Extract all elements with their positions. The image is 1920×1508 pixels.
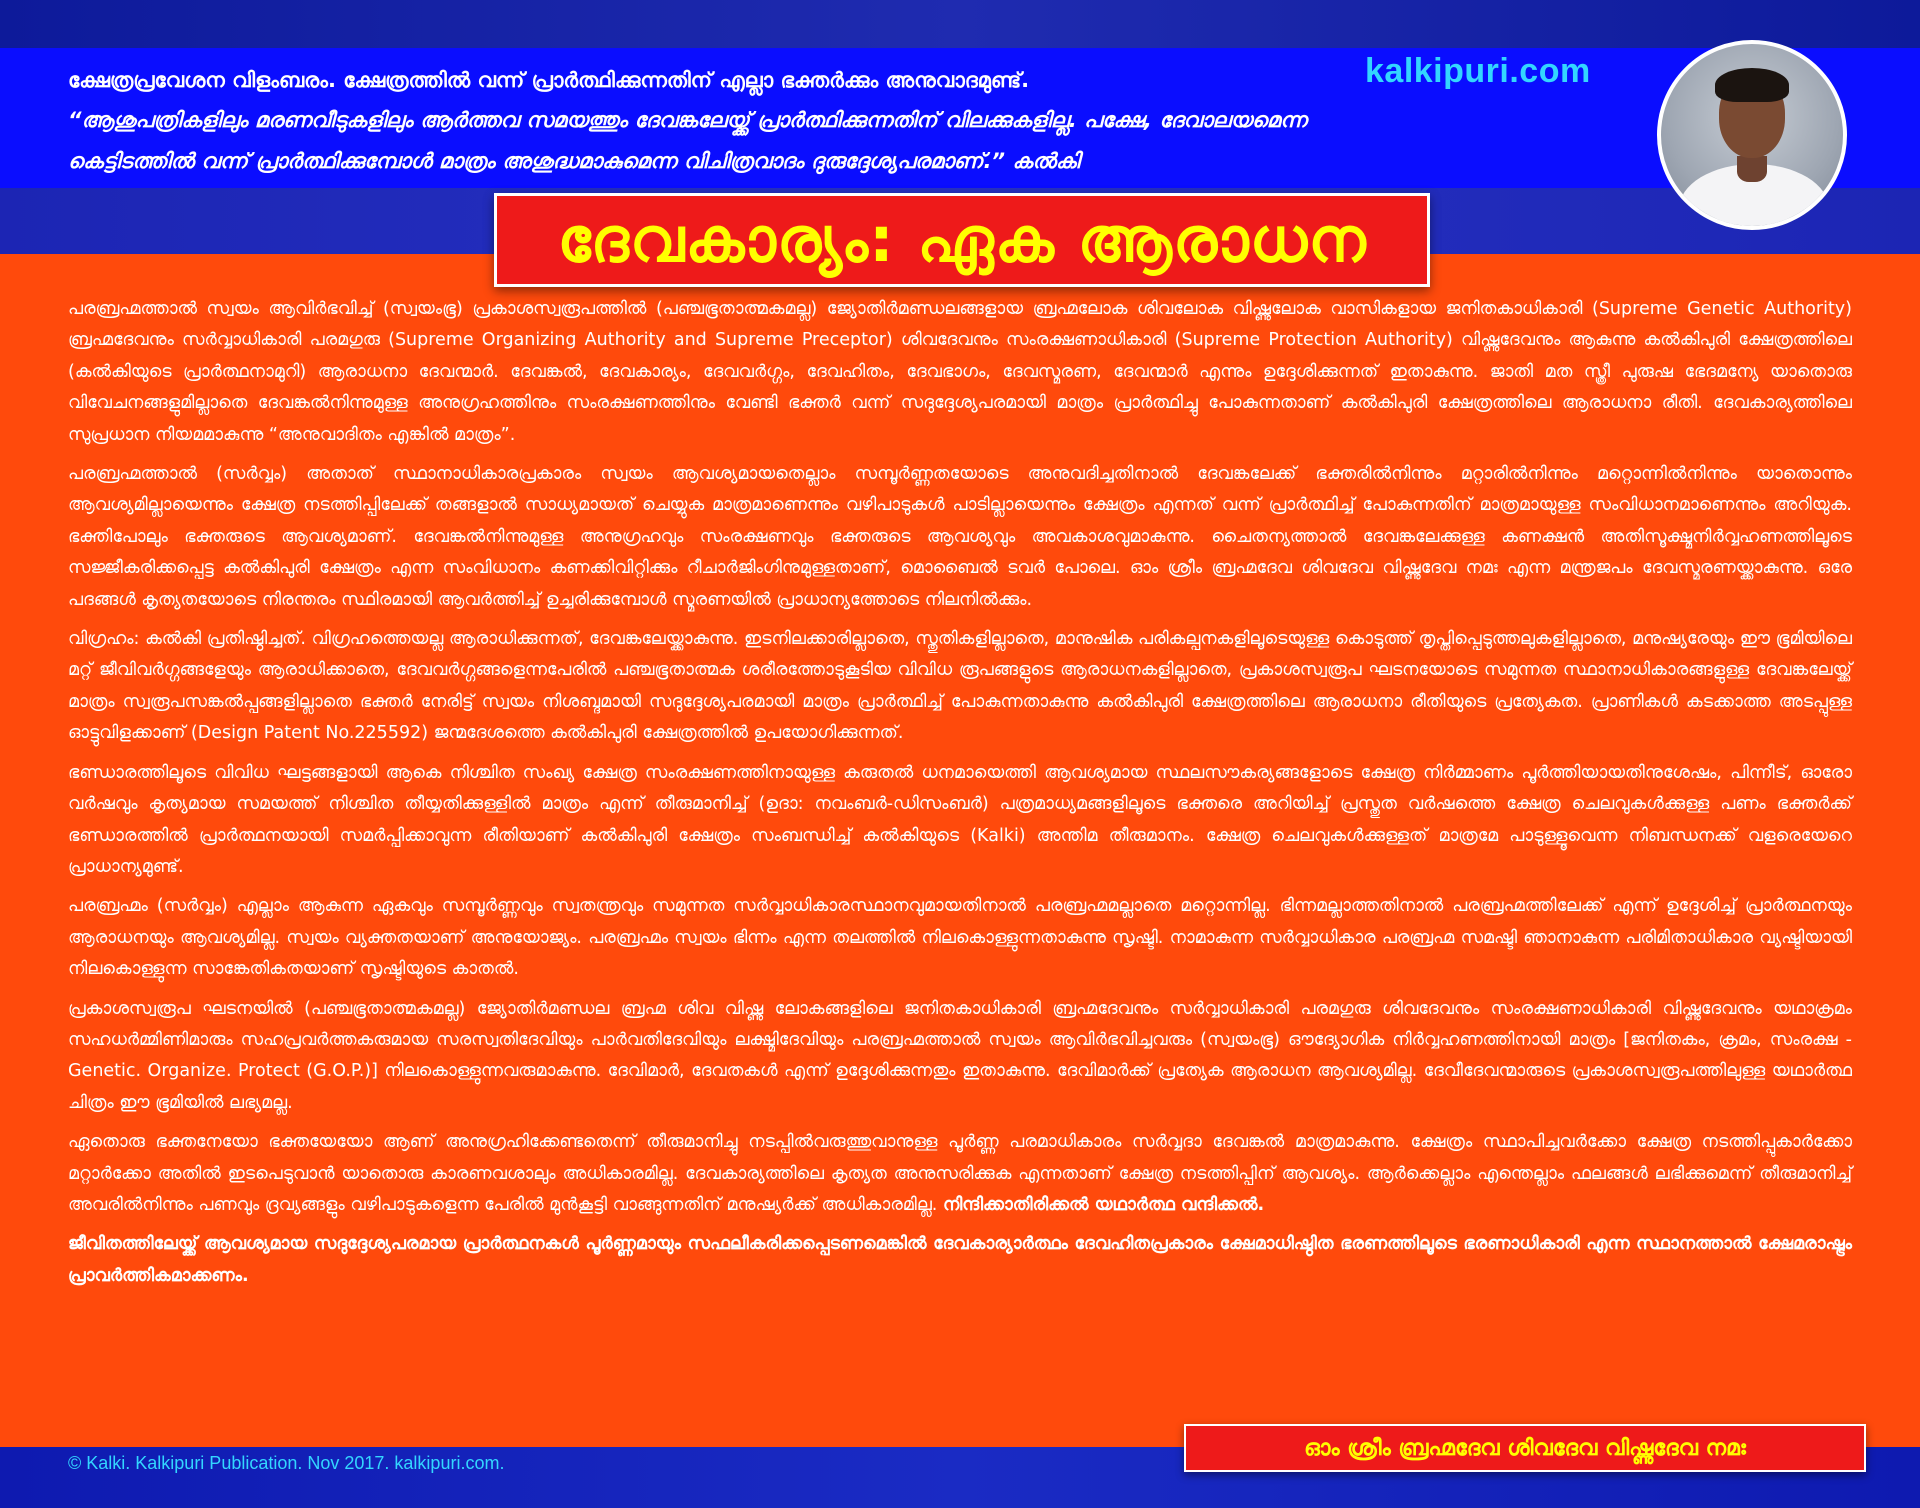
paragraph-deities: പരബ്രഹ്മത്താൽ സ്വയം ആവിർഭവിച്ച് (സ്വയംഭൂ) പ്രകാശസ്വരൂപത്തിൽ (പഞ്ചഭൂതാത്മകമല്ല) ജ്യോതിർമണ്ഡലങ്ങളായ ബ്രഹ്മലോക ശിവലോക വിഷ്ണുലോക വാസികളായ ജനിതകാധികാരി (Supreme Genetic Authority) ബ്രഹ്മദേവനും സർവ്വാധികാരി പരമഗുരു (Supreme Organizing Authority and Supreme Preceptor) ശിവദേവനും സംരക്ഷണാധികാരി (Supreme Protection Authority) വിഷ്ണുദേവനും ആകുന്നു കൽകിപുരി ക്ഷേത്രത്തിലെ (കൽകിയുടെ പ്രാർത്ഥനാമുറി) ആരാധനാ ദേവന്മാർ. ദേവങ്കൽ, ദേവകാര്യം, ദേവവർഗ്ഗം, ദേവഹിതം, ദേവഭാഗം, ദേവസ്മരണ, ദേവന്മാർ എന്നും ഉദ്ദേശിക്കുന്നത് ഇതാകുന്നു. ജാതി മത സ്ത്രീ പുരുഷ ഭേദമന്യേ യാതൊരു വിവേചനങ്ങളുമില്ലാതെ ദേവങ്കൽനിന്നുമുള്ള അനുഗ്രഹത്തിനും സംരക്ഷണത്തിനും വേണ്ടി ഭക്തർ വന്ന് സദുദ്ദേശ്യപരമായി മാത്രം പ്രാർത്ഥിച്ചു പോകുന്നതാണ് കൽകിപുരി ക്ഷേത്രത്തിലെ ആരാധനാ രീതി. ദേവകാര്യത്തിലെ സുപ്രധാന നിയമമാകുന്നു “അനുവാദിതം എങ്കിൽ മാത്രം”. — [68, 299, 1852, 445]
kalki-quote-line-1: “ആശുപത്രികളിലും മരണവീടുകളിലും ആർത്തവ സമയത്തും ദേവങ്കലേയ്ക്ക് പ്രാർത്ഥിക്കുന്നതിന് വിലക്കുകളില്ല. പക്ഷേ, ദേവാലയമെന്ന — [68, 108, 1307, 132]
kalki-quote-line-2: കെട്ടിടത്തിൽ വന്ന് പ്രാർത്ഥിക്കുമ്പോൾ മാത്രം അശുദ്ധമാകുമെന്ന വിചിത്രവാദം ദുരുദ്ദേശ്യപരമാണ്.” കൽകി — [68, 149, 1080, 173]
mantra-banner — [1184, 1424, 1866, 1472]
temple-entry-declaration: ക്ഷേത്രപ്രവേശന വിളംബരം. ക്ഷേത്രത്തിൽ വന്ന് പ്രാർത്ഥിക്കുന്നതിന് എല്ലാ ഭക്തർക്കും അനുവാദമുണ്ട്. — [68, 68, 1030, 92]
header-strip-top — [0, 0, 1920, 48]
portrait-hair — [1715, 68, 1789, 102]
paragraph-goddesses: പ്രകാശസ്വരൂപ ഘടനയിൽ (പഞ്ചഭൂതാത്മകമല്ല) ജ്യോതിർമണ്ഡല ബ്രഹ്മ ശിവ വിഷ്ണു ലോകങ്ങളിലെ ജനിതകാധികാരി ബ്രഹ്മദേവനും സർവ്വാധികാരി പരമഗുരു ശിവദേവനും സംരക്ഷണാധികാരി വിഷ്ണുദേവനും യഥാക്രമം സഹധർമ്മിണിമാരും സഹപ്രവർത്തകരുമായ സരസ്വതിദേവിയും പാർവതിദേവിയും ലക്ഷ്മിദേവിയും പരബ്രഹ്മത്താൽ സ്വയം ആവിർഭവിച്ചവരും (സ്വയംഭൂ) ഔദ്യോഗിക നിർവ്വഹണത്തിനായി മാത്രം [ജനിതകം, ക്രമം, സംരക്ഷ - Genetic. Organize. Protect (G.O.P.)] നിലകൊള്ളുന്നവരുമാകുന്നു. ദേവിമാർ, ദേവതകൾ എന്ന് ഉദ്ദേശിക്കുന്നതും ഇതാകുന്നു. ദേവിമാർക്ക് പ്രത്യേക ആരാധന ആവശ്യമില്ല. ദേവീദേവന്മാരുടെ പ്രകാശസ്വരൂപത്തിലുള്ള യഥാർത്ഥ ചിത്രം ഈ ഭൂമിയിൽ ലഭ്യമല്ല. — [68, 998, 1852, 1113]
mantra-text: ഓം ശ്രീം ബ്രഹ്മദേവ ശിവദേവ വിഷ്ണുദേവ നമഃ — [1304, 1435, 1746, 1461]
paragraph-authority-emphasis: നിന്ദിക്കാതിരിക്കൽ യഥാർത്ഥ വന്ദിക്കൽ. — [942, 1194, 1265, 1215]
paragraph-no-offerings: പരബ്രഹ്മത്താൽ (സർവ്വം) അതാത് സ്ഥാനാധികാരപ്രകാരം സ്വയം ആവശ്യമായതെല്ലാം സമ്പൂർണ്ണതയോടെ അനുവദിച്ചതിനാൽ ദേവങ്കലേക്ക് ഭക്തരിൽനിന്നും മറ്റാരിൽനിന്നും മറ്റൊന്നിൽനിന്നും യാതൊന്നും ആവശ്യമില്ലായെന്നും ക്ഷേത്ര നടത്തിപ്പിലേക്ക് തങ്ങളാൽ സാധ്യമായത് ചെയ്യുക മാത്രമാണെന്നും വഴിപാടുകൾ പാടില്ലായെന്നും ക്ഷേത്രം എന്നത് വന്ന് പ്രാർത്ഥിച്ച് പോകുന്നതിന് മാത്രമായുള്ള സംവിധാനമാണെന്നും അറിയുക. ഭക്തിപോലും ഭക്തരുടെ ആവശ്യമാണ്. ദേവങ്കൽനിന്നുമുള്ള അനുഗ്രഹവും സംരക്ഷണവും ഭക്തരുടെ ആവശ്യവും അവകാശവുമാകുന്നു. ചൈതന്യത്താൽ ദേവങ്കലേക്കുള്ള കണക്ഷൻ അതിസൂക്ഷ്മനിർവ്വഹണത്തിലൂടെ സജ്ജീകരിക്കപ്പെട്ട കൽകിപുരി ക്ഷേത്രം എന്ന സംവിധാനം കണക്കിവിറ്റിക്കും റീചാർജിംഗിനുമുള്ളതാണ്, മൊബൈൽ ടവർ പോലെ. ഓം ശ്രീം ബ്രഹ്മദേവ ശിവദേവ വിഷ്ണുദേവ നമഃ എന്ന മന്ത്രജപം ദേവസ്മരണയ്ക്കാകുന്നു. ഒരേ പദങ്ങൾ കൃത്യതയോടെ നിരന്തരം സ്ഥിരമായി ആവർത്തിച്ച് ഉച്ചരിക്കുമ്പോൾ സ്മരണയിൽ പ്രാധാന്യത്തോടെ നിലനിൽക്കും. — [68, 464, 1852, 610]
title-banner — [494, 193, 1430, 287]
paragraph-authority — [68, 1127, 1852, 1221]
article-body — [68, 294, 1852, 1300]
paragraph-treasury: ഭണ്ഡാരത്തിലൂടെ വിവിധ ഘട്ടങ്ങളായി ആകെ നിശ്ചിത സംഖ്യ ക്ഷേത്ര സംരക്ഷണത്തിനായുള്ള കരുതൽ ധനമായെത്തി ആവശ്യമായ സ്ഥലസൗകര്യങ്ങളോടെ ക്ഷേത്ര നിർമ്മാണം പൂർത്തിയായതിനുശേഷം, പിന്നീട്, ഓരോ വർഷവും കൃത്യമായ സമയത്ത് നിശ്ചിത തീയ്യതിക്കുള്ളിൽ മാത്രം എന്ന് തീരുമാനിച്ച് (ഉദാ: നവംബർ-ഡിസംബർ) പത്രമാധ്യമങ്ങളിലൂടെ ഭക്തരെ അറിയിച്ച് പ്രസ്തുത വർഷത്തെ ക്ഷേത്ര ചെലവുകൾക്കുള്ള പണം ഭക്തർക്ക് ഭണ്ഡാരത്തിൽ പ്രാർത്ഥനയായി സമർപ്പിക്കാവുന്ന രീതിയാണ് കൽകിപുരി ക്ഷേത്രം സംബന്ധിച്ച് കൽകിയുടെ (Kalki) അന്തിമ തീരുമാനം. ക്ഷേത്ര ചെലവുകൾക്കുള്ളത് മാത്രമേ പാടുള്ളൂവെന്ന നിബന്ധനക്ക് വളരെയേറെ പ്രാധാന്യമുണ്ട്. — [68, 762, 1852, 877]
author-portrait — [1657, 40, 1847, 230]
paragraph-authority-text: ഏതൊരു ഭക്തനേയോ ഭക്തയേയോ ആണ് അനുഗ്രഹിക്കേണ്ടതെന്ന് തീരുമാനിച്ചു നടപ്പിൽവരുത്തുവാനുള്ള പൂർണ്ണ പരമാധികാരം സർവ്വദാ ദേവങ്കൽ മാത്രമാകുന്നു. ക്ഷേത്രം സ്ഥാപിച്ചവർക്കോ ക്ഷേത്ര നടത്തിപ്പുകാർക്കോ മറ്റാർക്കോ അതിൽ ഇടപെടുവാൻ യാതൊരു കാരണവശാലും അധികാരമില്ല. ദേവകാര്യത്തിലെ കൃത്യത അനുസരിക്കുക എന്നതാണ് ക്ഷേത്ര നടത്തിപ്പിന് ആവശ്യം. ആർക്കെല്ലാം എന്തെല്ലാം ഫലങ്ങൾ ലഭിക്കുമെന്ന് തീരുമാനിച്ച് അവരിൽനിന്നും പണവും ദ്രവ്യങ്ങളും വഴിപാടുകളെന്ന പേരിൽ മുൻകൂട്ടി വാങ്ങുന്നതിന് മനുഷ്യർക്ക് അധികാരമില്ല. — [68, 1132, 1852, 1215]
paragraph-parabrahmam: പരബ്രഹ്മം (സർവ്വം) എല്ലാം ആകുന്ന ഏകവും സമ്പൂർണ്ണവും സ്വതന്ത്രവും സമുന്നത സർവ്വാധികാരസ്ഥാനവുമായതിനാൽ പരബ്രഹ്മമല്ലാതെ മറ്റൊന്നില്ല. ഭിന്നമല്ലാത്തതിനാൽ പരബ്രഹ്മത്തിലേക്ക് എന്ന് ഉദ്ദേശിച്ച് പ്രാർത്ഥനയും ആരാധനയും ആവശ്യമില്ല. സ്വയം വ്യക്തതയാണ് അനുയോജ്യം. പരബ്രഹ്മം സ്വയം ഭിന്നം എന്ന തലത്തിൽ നിലകൊള്ളുന്നതാകുന്നു സൃഷ്ടി. നാമാകുന്ന സർവ്വാധികാര പരബ്രഹ്മ സമഷ്ടി ഞാനാകുന്ന പരിമിതാധികാര വ്യഷ്ടിയായി നിലകൊള്ളുന്ന സാങ്കേതികതയാണ് സൃഷ്ടിയുടെ കാതൽ. — [68, 896, 1852, 980]
website-link[interactable]: kalkipuri.com — [1365, 52, 1591, 90]
copyright-notice: © Kalki. Kalkipuri Publication. Nov 2017. kalkipuri.com. — [68, 1453, 505, 1473]
page-title: ദേവകാര്യം: ഏക ആരാധന — [557, 203, 1367, 276]
paragraph-idol: വിഗ്രഹം: കൽകി പ്രതിഷ്ഠിച്ചത്. വിഗ്രഹത്തെയല്ല ആരാധിക്കുന്നത്, ദേവങ്കലേയ്ക്കാകുന്നു. ഇടനിലക്കാരില്ലാതെ, സ്തുതികളില്ലാതെ, മാനുഷിക പരികല്പനകളിലൂടെയുള്ള കൊടുത്ത് തൃപ്തിപ്പെടുത്തലുകളില്ലാതെ, മനുഷ്യരേയും ഈ ഭൂമിയിലെ മറ്റ് ജീവിവർഗ്ഗങ്ങളേയും ആരാധിക്കാതെ, ദേവവർഗ്ഗങ്ങളെന്നപേരിൽ പഞ്ചഭൂതാത്മക ശരീരത്തോടുകൂടിയ വിവിധ രൂപങ്ങളുടെ ആരാധനകളില്ലാതെ, പ്രകാശസ്വരൂപ ഘടനയോടെ സമുന്നത സ്ഥാനാധികാരങ്ങളുള്ള ദേവങ്കലേയ്ക്ക് മാത്രം സ്വരൂപസങ്കൽപ്പങ്ങളില്ലാതെ ഭക്തർ നേരിട്ട് സ്വയം നിശബ്ദമായി സദുദ്ദേശ്യപരമായി മാത്രം പ്രാർത്ഥിച്ച് പോകുന്നതാകുന്നു കൽകിപുരി ക്ഷേത്രത്തിലെ ആരാധനാ രീതിയുടെ പ്രത്യേകത. പ്രാണികൾ കടക്കാത്ത അടപ്പുള്ള ഓട്ടുവിളക്കാണ് (Design Patent No.225592) ജന്മദേശത്തെ കൽകിപുരി ക്ഷേത്രത്തിൽ ഉപയോഗിക്കുന്നത്. — [68, 629, 1852, 744]
paragraph-welfare-state: ജീവിതത്തിലേയ്ക്ക് ആവശ്യമായ സദുദ്ദേശ്യപരമായ പ്രാർത്ഥനകൾ പൂർണ്ണമായും സഫലീകരിക്കപ്പെടണമെങ്കിൽ ദേവകാര്യാർത്ഥം ദേവഹിതപ്രകാരം ക്ഷേമാധിഷ്ഠിത ഭരണത്തിലൂടെ ഭരണാധികാരി എന്ന സ്ഥാനത്താൽ ക്ഷേമരാഷ്ട്രം പ്രാവർത്തികമാക്കണം. — [68, 1234, 1852, 1286]
portrait-neck — [1737, 156, 1767, 182]
